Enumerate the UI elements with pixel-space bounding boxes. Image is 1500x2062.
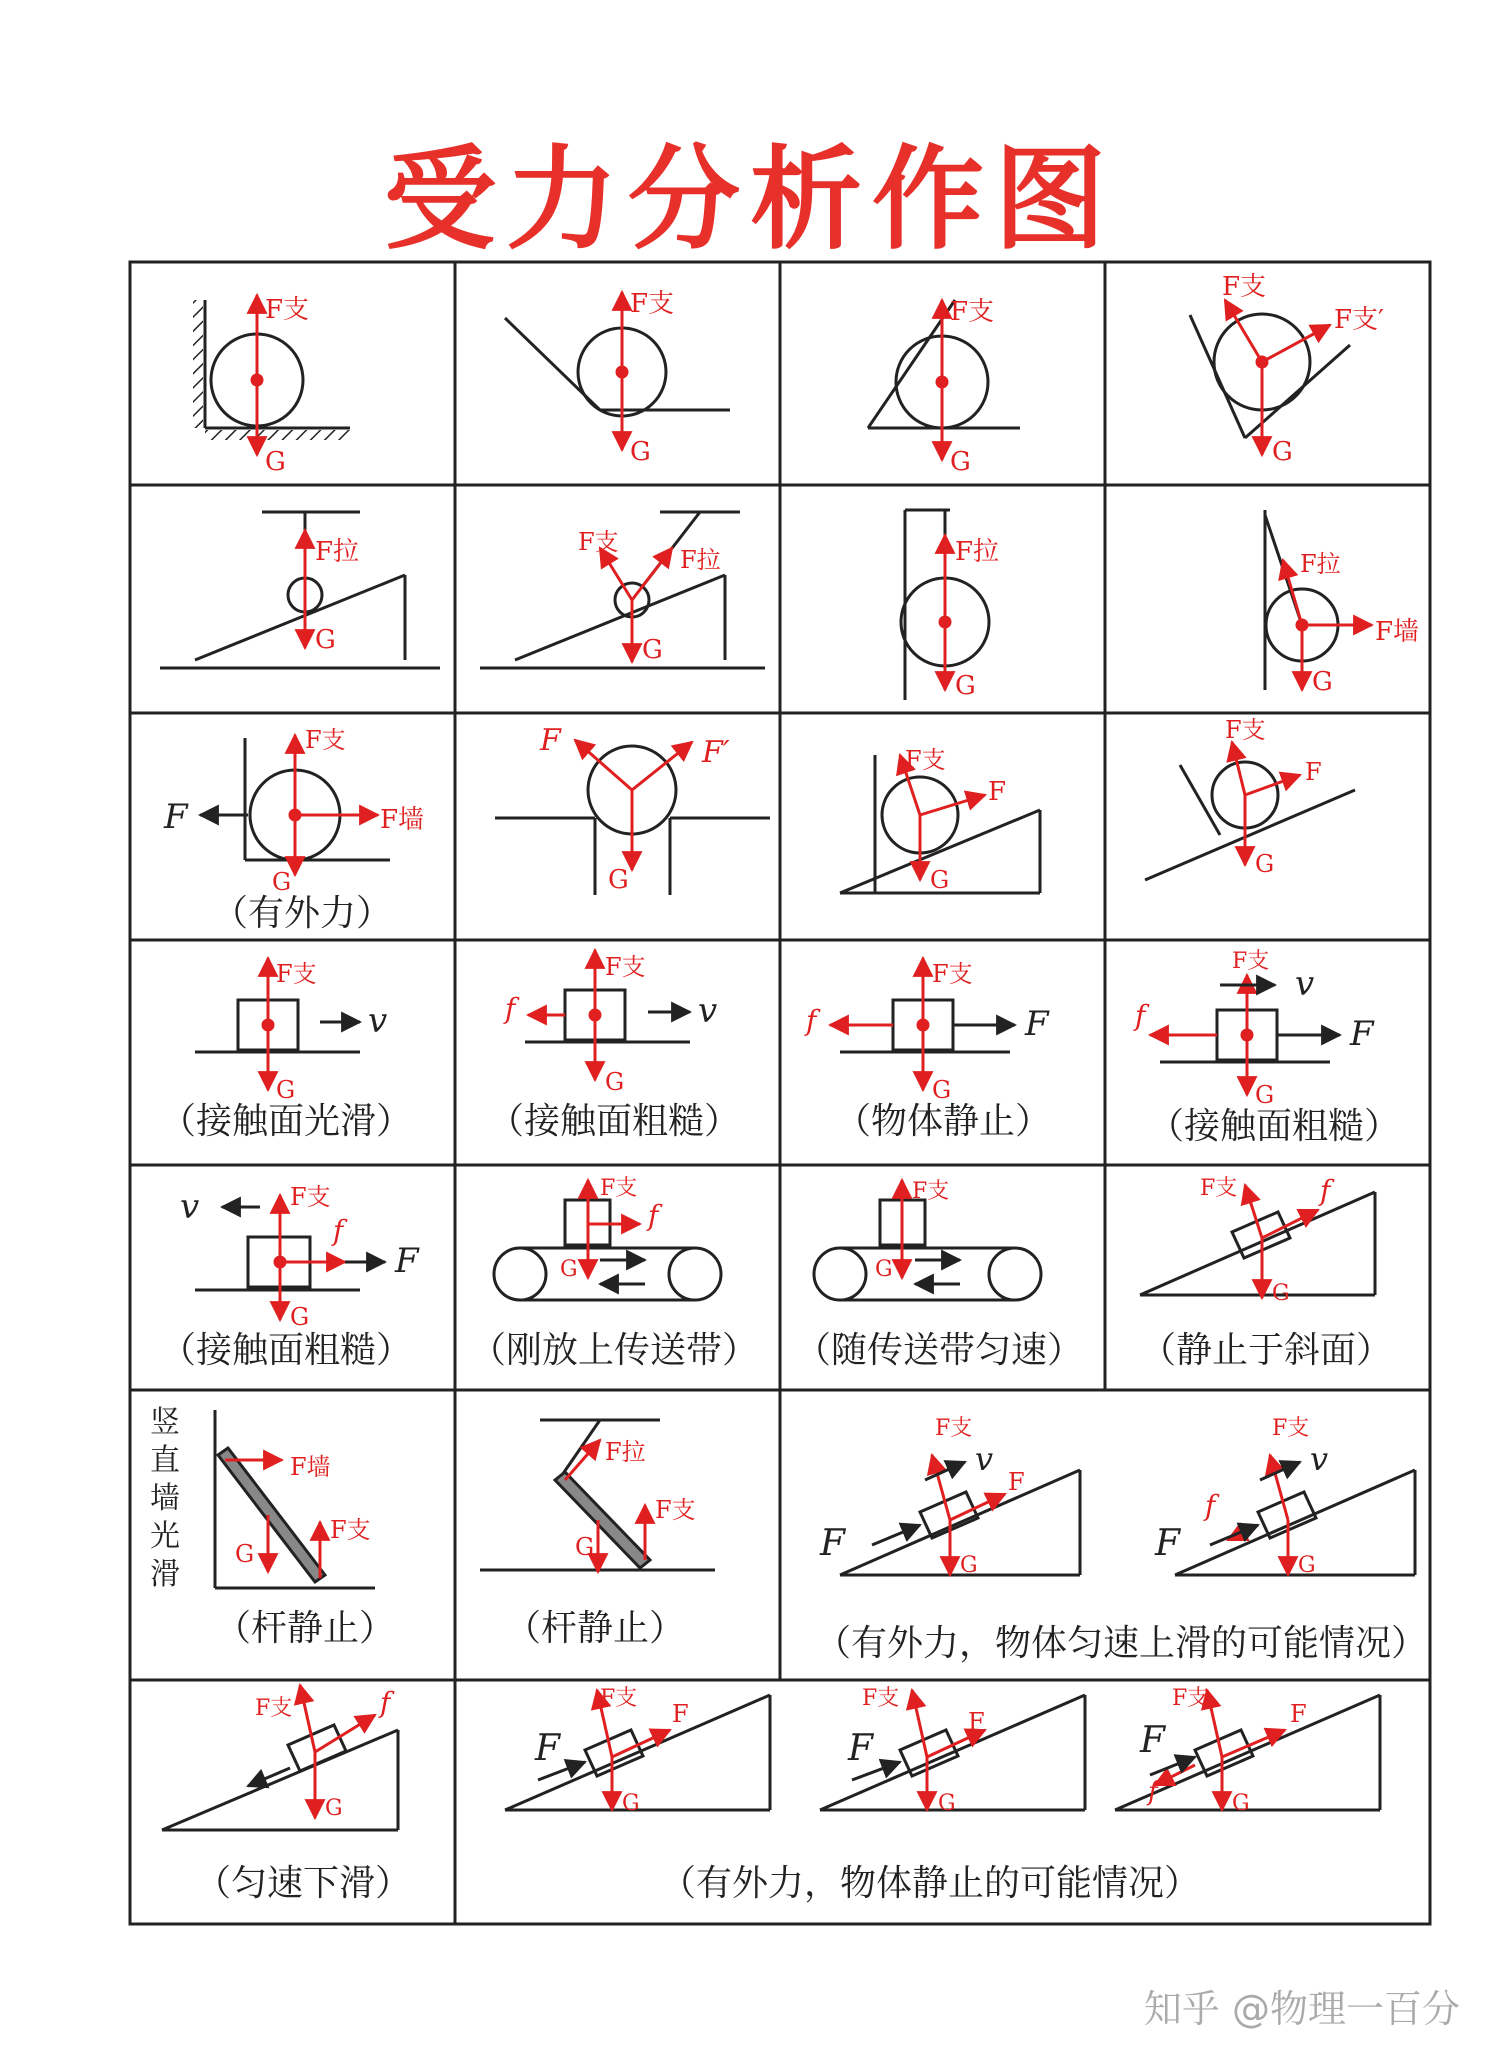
- label-external: F: [1140, 1720, 1165, 1761]
- label-external: F: [820, 1523, 845, 1564]
- label-support: F支: [276, 960, 317, 988]
- label-friction: f: [1148, 1777, 1158, 1807]
- caption: （随传送带匀速）: [795, 1330, 1084, 1371]
- label-support: F支: [600, 1686, 638, 1711]
- label-support: F支: [950, 297, 995, 327]
- cell-2-forces: [617, 292, 627, 450]
- cell-20: [1140, 1192, 1375, 1295]
- label-friction: f: [333, 1214, 344, 1247]
- label-gravity: G: [290, 1303, 310, 1331]
- caption: （接触面粗糙）: [160, 1330, 413, 1371]
- cell-14-forces: [528, 950, 600, 1080]
- label-support: F支: [265, 295, 310, 325]
- label-gravity: G: [1255, 1081, 1275, 1109]
- label-pull: F拉: [680, 546, 721, 574]
- label-gravity: G: [608, 865, 629, 895]
- label-gravity: G: [1255, 850, 1275, 878]
- caption: （有外力，物体匀速上滑的可能情况）: [815, 1623, 1428, 1664]
- label-wall: F墙: [1375, 617, 1420, 647]
- label-gravity: G: [630, 437, 651, 467]
- label-external: F: [540, 723, 561, 758]
- label-gravity: G: [575, 1533, 595, 1561]
- side-note: [150, 1405, 180, 1592]
- label-support: F支: [932, 960, 973, 988]
- label-velocity: v: [368, 1001, 388, 1041]
- caption: （接触面粗糙）: [488, 1101, 741, 1142]
- cell-5: [160, 512, 440, 668]
- label-gravity: G: [938, 1791, 956, 1816]
- label-pull: F拉: [605, 1438, 646, 1466]
- label-velocity: v: [975, 1440, 994, 1478]
- label-support: F支: [1222, 272, 1267, 302]
- label-support: F支: [305, 726, 346, 754]
- label-gravity: G: [315, 625, 336, 655]
- label-support: F支: [630, 289, 675, 319]
- label-friction: f: [1205, 1489, 1216, 1522]
- label-wall: F墙: [380, 805, 425, 835]
- label-gravity: G: [950, 447, 971, 477]
- label-gravity: G: [1232, 1791, 1250, 1816]
- label-external-prime: F′: [702, 735, 730, 770]
- side-note-1: 竖: [150, 1405, 180, 1440]
- side-note-5: 滑: [150, 1557, 180, 1592]
- label-gravity: G: [272, 868, 292, 896]
- label-pull: F拉: [1300, 550, 1341, 578]
- label-gravity: G: [1272, 1281, 1290, 1306]
- label-support: F支: [655, 1496, 696, 1524]
- label-gravity: G: [235, 1540, 255, 1568]
- label-external: F: [1290, 1700, 1307, 1728]
- label-support: F支: [905, 746, 946, 774]
- cell-24: [162, 1725, 398, 1830]
- label-friction: f: [1135, 999, 1146, 1032]
- cell-16-forces: [1150, 975, 1252, 1095]
- cell-13: [195, 1000, 360, 1052]
- label-friction: f: [648, 1199, 659, 1232]
- label-gravity: G: [1298, 1553, 1316, 1578]
- caption: （匀速下滑）: [195, 1863, 412, 1904]
- caption: （刚放上传送带）: [470, 1330, 759, 1371]
- side-note-4: 光: [150, 1519, 180, 1554]
- label-support: F支: [862, 1686, 900, 1711]
- cell-13-forces: [263, 958, 273, 1090]
- label-gravity: G: [1312, 667, 1333, 697]
- cell-12: [1145, 762, 1355, 880]
- label-external: F: [1155, 1523, 1180, 1564]
- cell-23b: [1175, 1470, 1415, 1575]
- label-support: F支: [912, 1179, 950, 1204]
- label-external: F: [672, 1700, 689, 1728]
- label-wall: F墙: [290, 1453, 331, 1481]
- side-note-2: 直: [150, 1443, 180, 1478]
- label-gravity: G: [930, 866, 950, 894]
- label-gravity: G: [960, 1553, 978, 1578]
- label-pull: F拉: [955, 537, 1000, 567]
- label-external: F: [535, 1728, 560, 1769]
- side-note-3: 墙: [150, 1481, 180, 1516]
- label-gravity: G: [955, 671, 976, 701]
- label-support: F支: [1200, 1176, 1238, 1201]
- cell-6: [480, 512, 765, 668]
- caption: （静止于斜面）: [1140, 1330, 1393, 1371]
- label-support: F支: [290, 1183, 331, 1211]
- label-support: F支: [1232, 949, 1270, 974]
- label-external: F: [1008, 1468, 1025, 1496]
- cell-12-forces: [1232, 742, 1300, 865]
- label-support-prime: F支′: [1334, 305, 1384, 335]
- cell-9: [245, 738, 390, 860]
- label-external: F: [988, 777, 1007, 807]
- label-support: F支: [330, 1516, 371, 1544]
- label-external: F: [395, 1241, 419, 1281]
- label-external: F: [1025, 1004, 1049, 1044]
- label-friction: f: [1320, 1174, 1331, 1207]
- label-support: F支: [605, 953, 646, 981]
- label-support: F支: [935, 1416, 973, 1441]
- label-velocity: v: [1310, 1440, 1329, 1478]
- label-velocity: v: [180, 1187, 200, 1227]
- cell-9-forces: [290, 735, 378, 875]
- cell-4: [1190, 314, 1350, 438]
- caption: （接触面光滑）: [160, 1101, 413, 1142]
- label-pull: F拉: [315, 537, 360, 567]
- label-external: F: [848, 1728, 873, 1769]
- label-external: F: [164, 797, 188, 837]
- cell-3: [868, 300, 1020, 428]
- caption: （物体静止）: [835, 1101, 1052, 1142]
- label-support: F支: [1225, 716, 1266, 744]
- label-external: F: [1350, 1014, 1374, 1054]
- label-gravity: G: [1272, 437, 1293, 467]
- page-title: 受力分析作图: [384, 135, 1116, 265]
- label-gravity: G: [622, 1791, 640, 1816]
- caption: （杆静止）: [215, 1608, 396, 1649]
- label-gravity: G: [642, 635, 663, 665]
- label-support: F支: [255, 1696, 293, 1721]
- label-external: F: [968, 1708, 985, 1736]
- label-velocity: v: [698, 991, 718, 1031]
- label-support: F支: [1172, 1686, 1210, 1711]
- label-gravity: G: [325, 1796, 343, 1821]
- label-gravity: G: [932, 1076, 952, 1104]
- label-gravity: G: [265, 447, 286, 477]
- caption: （有外力）: [212, 893, 393, 934]
- label-gravity: G: [560, 1257, 578, 1282]
- cell-2: [505, 318, 730, 416]
- label-friction: f: [380, 1686, 391, 1719]
- label-velocity: v: [1295, 964, 1315, 1004]
- caption: （杆静止）: [505, 1608, 686, 1649]
- label-gravity: G: [605, 1068, 625, 1096]
- caption: （有外力，物体静止的可能情况）: [660, 1863, 1201, 1904]
- caption: （接触面粗糙）: [1148, 1106, 1401, 1147]
- label-friction: f: [806, 1004, 817, 1037]
- label-gravity: G: [276, 1076, 296, 1104]
- label-support: F支: [600, 1176, 638, 1201]
- cell-15-forces: [830, 958, 928, 1090]
- watermark: 知乎 @物理一百分: [1143, 1987, 1460, 2031]
- label-support: F支: [1272, 1416, 1310, 1441]
- label-friction: f: [505, 992, 516, 1025]
- label-external: F: [1305, 758, 1322, 786]
- label-gravity: G: [875, 1257, 893, 1282]
- label-support: F支: [578, 528, 619, 556]
